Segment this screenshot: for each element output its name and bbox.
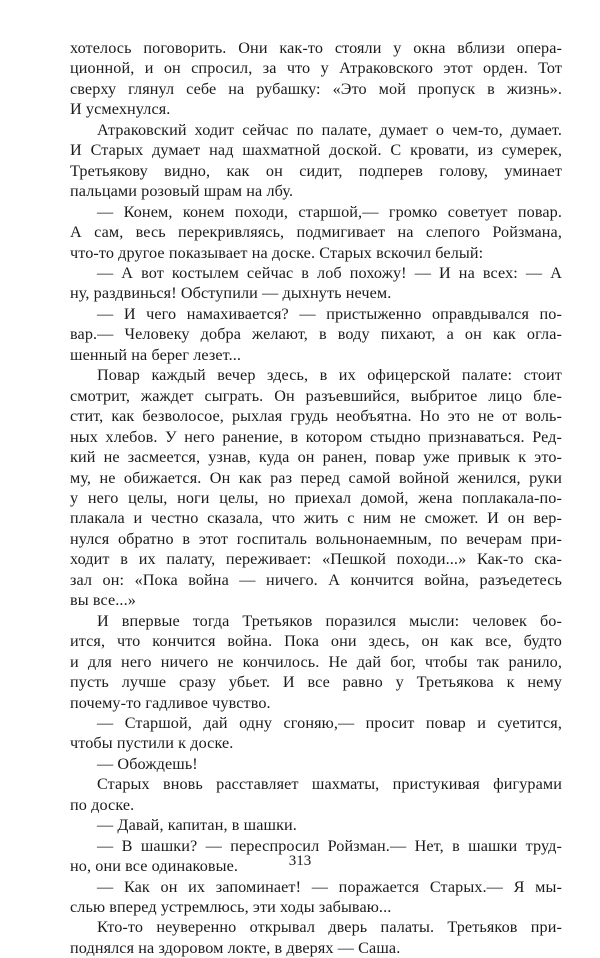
- text-line: хотелось поговорить. Они как-то стояли у окна вблизи опера-: [70, 39, 562, 57]
- paragraph-9: [43, 754, 562, 774]
- text-line: что-то другое показывает на доске. Старых вскочил белый:: [70, 243, 484, 262]
- text-line: ится, что кончится война. Пока они здесь, он как все, будто: [70, 632, 562, 651]
- text-line: слью вперед устремлюсь, эти ходы забываю...: [70, 898, 392, 917]
- text-line: — В шашки? — переспросил Ройзман.— Нет, в шашки труд-: [97, 836, 562, 855]
- paragraph-4: [43, 263, 562, 304]
- paragraph-2: [43, 120, 562, 202]
- text-line: И впервые тогда Третьяков поразился мысли: человек бо-: [97, 611, 562, 630]
- text-line: — Старшой, дай одну сгоняю,— просит повар и суетится,: [97, 713, 562, 732]
- paragraph-13: [43, 877, 562, 918]
- text-line: нулся обратно в этот госпиталь вольнонаемным, по вечерам при-: [70, 529, 562, 548]
- paragraph-14: [43, 917, 562, 958]
- text-line: му, не обижается. Он как раз перед самой войной женился, руки: [70, 468, 562, 487]
- text-line: ну, раздвинься! Обступили — дыхнуть нечем.: [70, 284, 392, 303]
- text-line: вар.— Человеку добра желают, в воду пихают, а он как огла-: [70, 325, 562, 344]
- paragraph-1: [43, 38, 562, 120]
- text-line: сверху глянул себе на рубашку: «Это мой пропуск в жизнь».: [70, 79, 562, 98]
- paragraph-8: [43, 713, 562, 754]
- text-line: И усмехнулся.: [70, 100, 171, 119]
- text-line: смотрит, жаждет сыграть. Он разъевшийся, выбритое лицо бле-: [70, 386, 562, 405]
- paragraph-5: [43, 304, 562, 365]
- text-line: — Как он их запоминает! — поражается Старых.— Я мы-: [97, 877, 562, 896]
- text-line: шенный на берег лезет...: [70, 345, 242, 364]
- text-line: ходит в их палату, переживает: «Пешкой походи...» Как-то ска-: [70, 550, 562, 569]
- text-line: — Конем, конем походи, старшой,— громко советует повар.: [97, 202, 562, 221]
- text-line: — И чего намахивается? — пристыженно оправдывался по-: [97, 304, 562, 323]
- text-line: по доске.: [70, 795, 135, 814]
- text-line: Третьякову видно, как он сидит, подперев голову, уминает: [70, 161, 562, 180]
- text-line: Старых вновь расставляет шахматы, пристукивая фигурами: [97, 775, 562, 794]
- text-line: плакала и честно сказала, что жить с ним не сможет. И он вер-: [70, 509, 562, 528]
- text-line: кий не засмеется, узнав, куда он ранен, повар уже привык к это-: [70, 448, 562, 467]
- text-line: — Обождешь!: [97, 754, 198, 773]
- text-line: И Старых думает над шахматной доской. С кровати, из сумерек,: [70, 141, 562, 160]
- paragraph-10: [43, 774, 562, 815]
- text-line: зал он: «Пока война — ничего. А кончится война, разъедетесь: [70, 570, 562, 589]
- text-line: ционной, и он спросил, за что у Атраковского этот орден. Тот: [70, 59, 562, 78]
- text-line: — А вот костылем сейчас в лоб похожу! — И на всех: — А: [97, 263, 562, 282]
- text-line: но, они все одинаковые.: [70, 857, 239, 876]
- text-line: пусть лучше сразу убьет. И все равно у Третьякова к нему: [70, 673, 562, 692]
- book-page-body: [43, 38, 562, 958]
- text-line: пальцами розовый шрам на лбу.: [70, 182, 294, 201]
- paragraph-6: [43, 365, 562, 610]
- text-line: А сам, весь перекривляясь, подмигивает на слепого Ройзмана,: [70, 223, 562, 242]
- text-line: — Давай, капитан, в шашки.: [97, 816, 297, 835]
- text-line: Кто-то неуверенно открывал дверь палаты. Третьяков при-: [97, 918, 562, 937]
- paragraph-11: [43, 815, 562, 835]
- text-line: Атраковский ходит сейчас по палате, думает о чем-то, думает.: [97, 120, 562, 139]
- text-line: у него целы, ноги целы, но приехал домой, жена поплакала-по-: [70, 488, 562, 507]
- text-line: почему-то гадливое чувство.: [70, 693, 271, 712]
- text-line: ных хлебов. У него ранение, в котором стыдно признаваться. Ред-: [70, 427, 562, 446]
- text-line: чтобы пустили к доске.: [70, 734, 234, 753]
- text-line: вы все...»: [70, 591, 136, 610]
- paragraph-7: [43, 611, 562, 713]
- text-line: и для него ничего не кончилось. Не дай бог, чтобы так ранило,: [70, 652, 562, 671]
- paragraph-3: [43, 202, 562, 263]
- text-line: поднялся на здоровом локте, в дверях — Саша.: [70, 938, 401, 957]
- page-number: 313: [288, 853, 312, 869]
- text-line: Повар каждый вечер здесь, в их офицерской палате: стоит: [97, 366, 562, 385]
- text-line: стит, как безволосое, рыхлая грудь необъятна. Но это не от воль-: [70, 407, 562, 426]
